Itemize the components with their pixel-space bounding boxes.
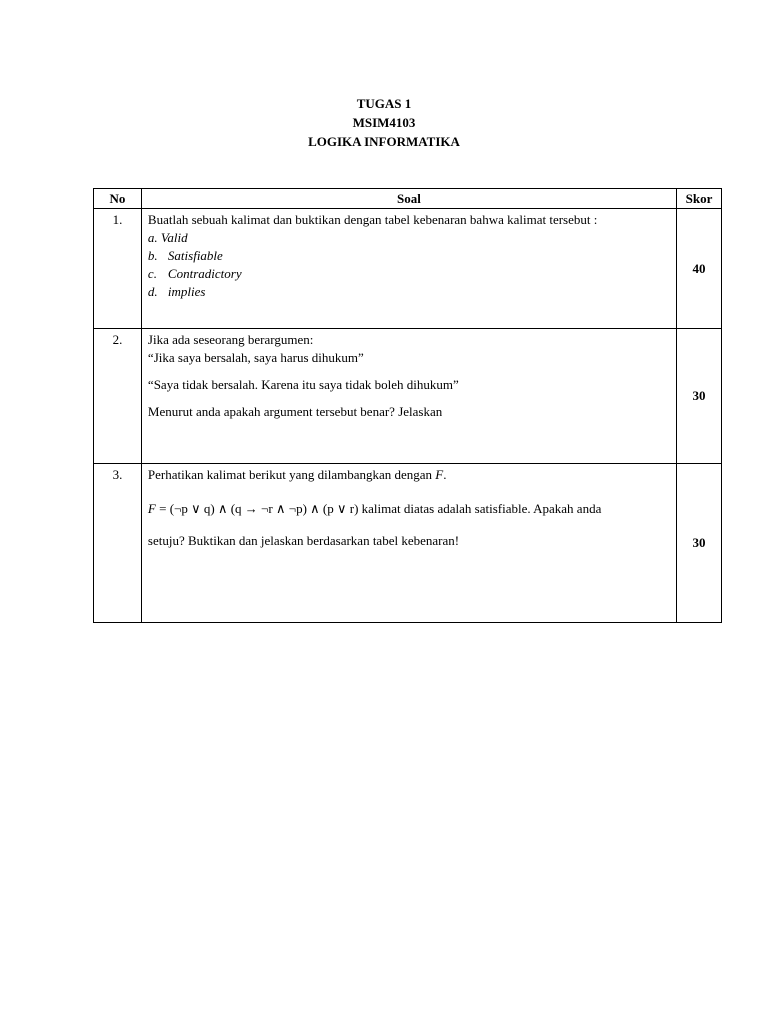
table-header-row bbox=[94, 189, 722, 209]
document-header bbox=[0, 94, 768, 151]
question-prompt: setuju? Buktikan dan jelaskan berdasarkan tabel kebenaran! bbox=[147, 533, 460, 548]
logic-formula: F = (¬p ∨ q) ∧ (q → ¬r ∧ ¬p) ∧ (p ∨ r) kalimat diatas adalah satisfiable. Apakah anda bbox=[147, 501, 602, 516]
question-number: 3. bbox=[94, 464, 142, 623]
argument-premise: “Jika saya bersalah, saya harus dihukum” bbox=[147, 350, 364, 365]
option-item: b. Satisfiable bbox=[147, 248, 223, 263]
question-score: 40 bbox=[677, 209, 722, 329]
question-score: 30 bbox=[677, 329, 722, 464]
question-line: Jika ada seseorang berargumen: bbox=[147, 332, 314, 347]
column-header-soal: Soal bbox=[141, 189, 676, 209]
column-header-no: No bbox=[94, 189, 142, 209]
option-item: d. implies bbox=[147, 284, 206, 299]
option-item: c. Contradictory bbox=[147, 266, 242, 281]
table-row bbox=[94, 329, 722, 464]
table-row bbox=[94, 209, 722, 329]
question-intro: Buatlah sebuah kalimat dan buktikan dengan tabel kebenaran bahwa kalimat tersebut : bbox=[147, 212, 598, 227]
question-prompt: Menurut anda apakah argument tersebut benar? Jelaskan bbox=[147, 404, 443, 419]
question-text bbox=[141, 209, 676, 329]
column-header-skor: Skor bbox=[677, 189, 722, 209]
course-name: LOGIKA INFORMATIKA bbox=[308, 134, 460, 149]
question-number: 2. bbox=[94, 329, 142, 464]
question-line: Perhatikan kalimat berikut yang dilambangkan dengan F. bbox=[147, 467, 447, 482]
option-item: a. Valid bbox=[147, 230, 188, 245]
argument-conclusion: “Saya tidak bersalah. Karena itu saya tidak boleh dihukum” bbox=[147, 377, 459, 392]
question-table bbox=[93, 188, 722, 623]
question-number: 1. bbox=[94, 209, 142, 329]
course-code: MSIM4103 bbox=[352, 115, 416, 130]
question-text bbox=[141, 329, 676, 464]
assignment-title: TUGAS 1 bbox=[356, 96, 412, 111]
table-row bbox=[94, 464, 722, 623]
question-score: 30 bbox=[677, 464, 722, 623]
question-text bbox=[141, 464, 676, 623]
